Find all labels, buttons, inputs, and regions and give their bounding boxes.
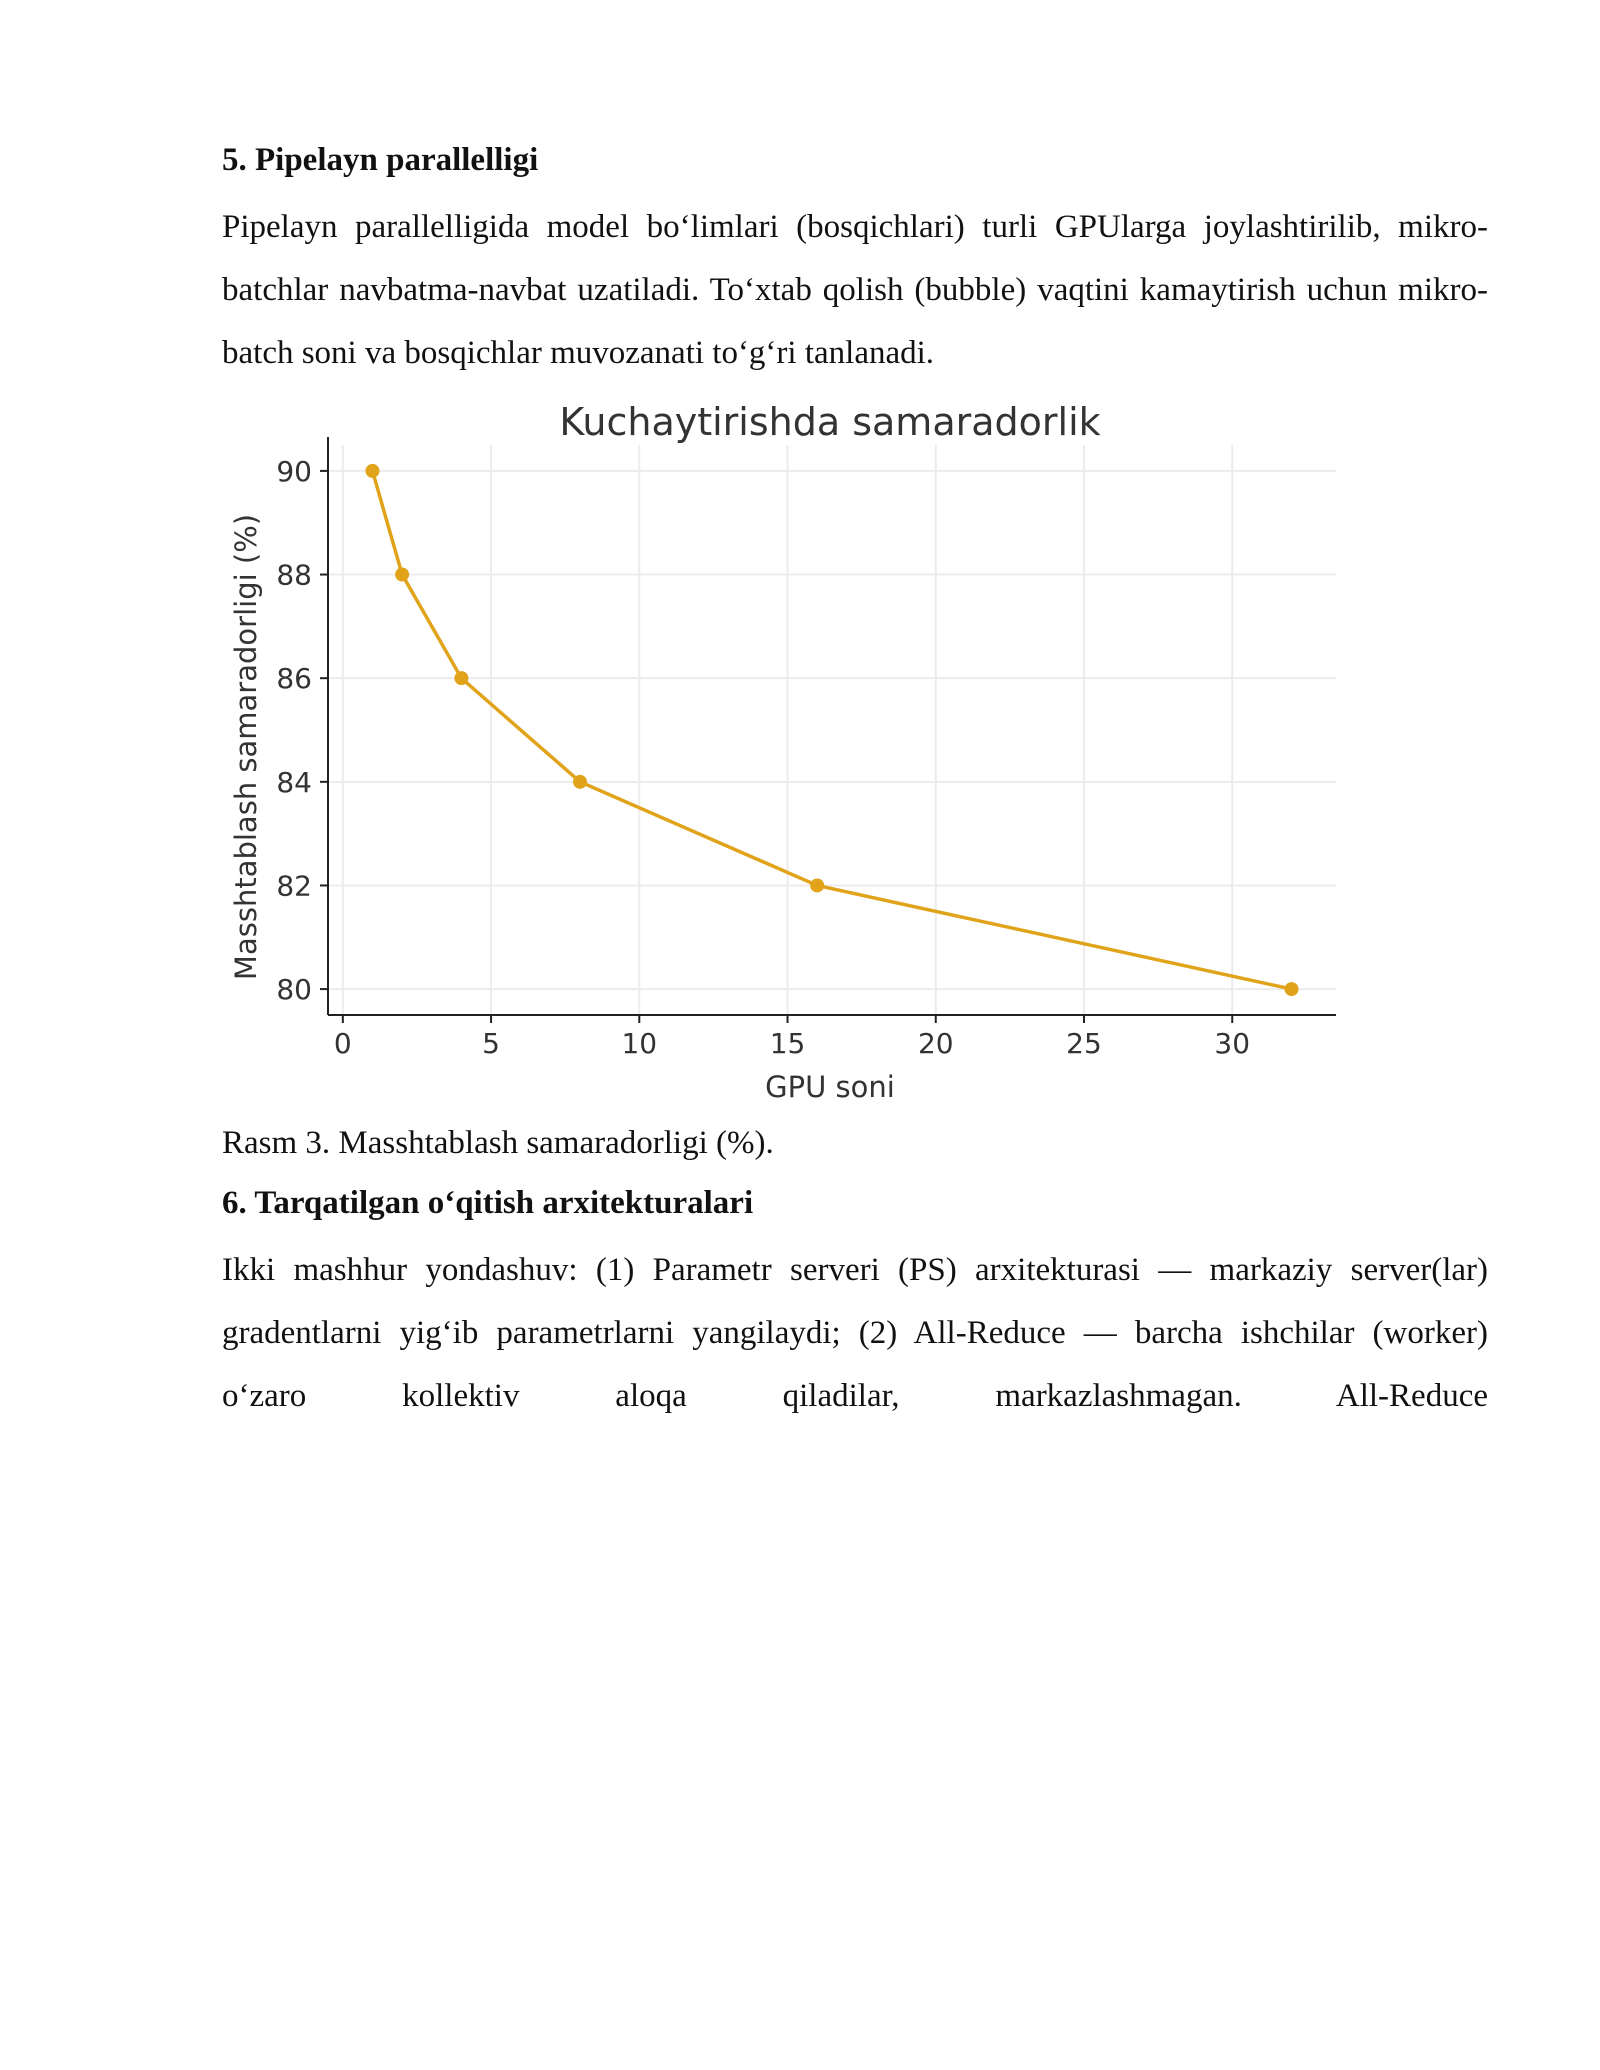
efficiency-chart [222, 391, 1488, 1121]
figure-caption: Rasm 3. Masshtablash samaradorligi (%). [222, 1125, 774, 1161]
y-tick-label: 88 [276, 558, 312, 592]
section-6-heading: 6. Tarqatilgan o‘qitish arxitekturalari [222, 1185, 754, 1221]
figure-3 [222, 391, 1488, 1121]
y-tick-label: 82 [276, 869, 312, 903]
data-point [1285, 982, 1299, 996]
y-tick-label: 80 [276, 973, 312, 1007]
section-5-heading: 5. Pipelayn parallelligi [222, 142, 539, 178]
x-tick-label: 5 [482, 1027, 500, 1060]
data-point [810, 878, 824, 892]
data-point [365, 464, 379, 478]
chart-title: Kuchaytirishda samaradorlik [559, 400, 1101, 444]
x-axis-label: GPU soni [765, 1070, 895, 1104]
data-point [395, 568, 409, 582]
x-tick-label: 20 [917, 1027, 954, 1060]
section-6-paragraph: Ikki mashhur yondashuv: (1) Parametr serveri (PS) arxitekturasi — markaziy server(lar) gradentlarni yig‘ib parametrlarni yangilaydi; (2) All-Reduce — barcha ishchilar (worker) o‘zaro kollektiv aloqa qiladilar, markazlashmagan. All-Reduce [222, 1252, 1488, 1414]
x-tick-label: 10 [621, 1027, 658, 1060]
x-tick-label: 0 [333, 1027, 352, 1060]
page-content [222, 140, 1488, 1428]
x-tick-label: 25 [1066, 1027, 1102, 1060]
x-tick-label: 15 [769, 1027, 806, 1060]
section-5-paragraph: Pipelayn parallelligida model bo‘limlari (bosqichlari) turli GPUlarga joylashtirilib, mikro-batchlar navbatma-navbat uzatiladi. To‘xtab qolish (bubble) vaqtini kamaytirish uchun mikro-batch soni va bosqichlar muvozanati to‘g‘ri tanlanadi. [222, 209, 1488, 371]
y-axis-label: Masshtablash samaradorligi (%) [229, 513, 263, 981]
data-point [573, 775, 587, 789]
series-line [372, 471, 1291, 989]
x-tick-label: 30 [1214, 1027, 1251, 1060]
y-tick-label: 90 [276, 454, 312, 488]
data-point [454, 671, 468, 685]
y-tick-label: 84 [276, 765, 312, 799]
y-tick-label: 86 [276, 662, 312, 696]
